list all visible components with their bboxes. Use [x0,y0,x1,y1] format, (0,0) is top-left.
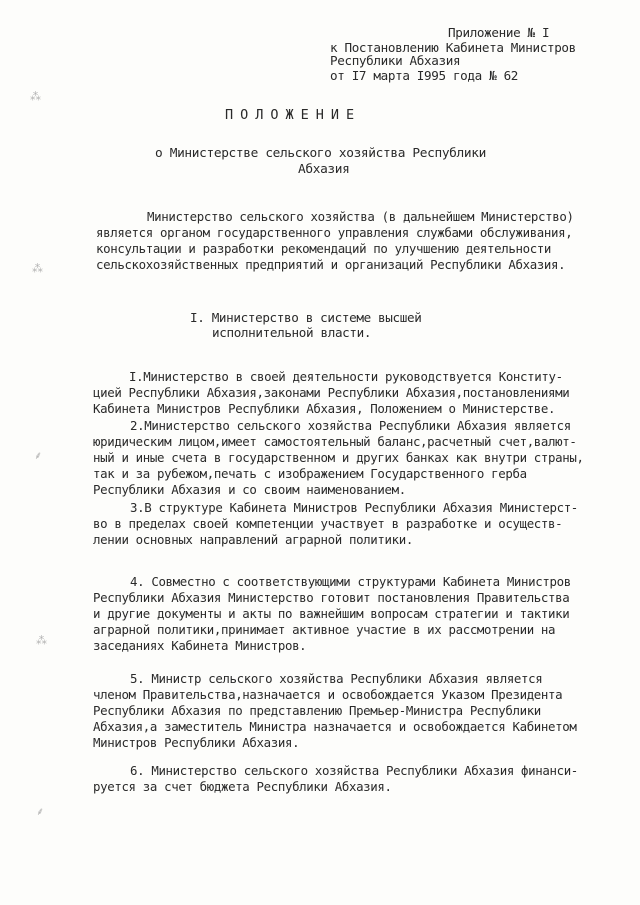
binder-mark: ⁂ [36,634,47,647]
binder-mark: ⁂ [30,90,41,103]
paragraph-line: I.Министерство в своей деятельности руководствуется Конститу- [129,369,563,384]
paragraph-line: членом Правительства,назначается и освобождается Указом Президента [93,687,563,702]
paragraph-line: аграрной политики,принимает активное участие в их рассмотрении на [93,622,556,637]
paragraph-line: Министров Республики Абхазия. [93,735,300,750]
appendix-line-1: Приложение № I [448,25,550,40]
binder-mark: ⁂ [32,262,43,275]
appendix-line-3: Республики Абхазия [330,53,461,68]
binder-mark: ⸙ [36,805,45,818]
intro-line: Министерство сельского хозяйства (в дальнейшем Министерство) [147,209,574,224]
section-heading-line-2: исполнительной власти. [212,325,372,340]
paragraph-line: во в пределах своей компетенции участвует в разработке и осуществ- [93,516,563,531]
paragraph-line: заседаниях Кабинета Министров. [93,638,307,653]
appendix-line-2: к Постановлению Кабинета Министров [330,40,576,55]
paragraph-line: и другие документы и акты по важнейшим вопросам стратегии и тактики [93,606,570,621]
paragraph-line: лении основных направлений аграрной политики. [93,532,413,547]
appendix-line-4: от I7 марта I995 года № 62 [330,68,519,83]
paragraph-line: Республики Абхазия Министерство готовит постановления Правительства [93,590,570,605]
paragraph-line: руется за счет бюджета Республики Абхазия. [93,779,392,794]
paragraph-line: Абхазия,а заместитель Министра назначается и освобождается Кабинетом [93,719,577,734]
paragraph-line: Кабинета Министров Республики Абхазия, Положением о Министерстве. [93,401,556,416]
paragraph-line: 4. Совместно с соответствующими структурами Кабинета Министров [130,574,571,589]
binder-mark: ⸙ [34,449,43,462]
intro-line: сельскохозяйственных предприятий и организаций Республики Абхазия. [96,257,566,272]
paragraph-line: юридическим лицом,имеет самостоятельный баланс,расчетный счет,валют- [93,434,577,449]
paragraph-line: цией Республики Абхазия,законами Республики Абхазия,постановлениями [93,385,570,400]
paragraph-line: Республики Абхазия и со своим наименованием. [93,482,406,497]
paragraph-line: 6. Министерство сельского хозяйства Республики Абхазия финанси- [130,763,578,778]
paragraph-line: 2.Министерство сельского хозяйства Республики Абхазия является [130,418,571,433]
subtitle-line-2: Абхазия [298,162,350,177]
paragraph-line: 3.В структуре Кабинета Министров Республики Абхазия Министерст- [130,500,578,515]
document-title: ПОЛОЖЕНИЕ [225,107,362,123]
paragraph-line: Республики Абхазия по представлению Премьер-Министра Республики [93,703,541,718]
section-heading-line-1: I. Министерство в системе высшей [190,310,422,325]
paragraph-line: так и за рубежом,печать с изображением Государственного герба [93,466,527,481]
intro-line: является органом государственного управления службами обслуживания, [96,225,573,240]
intro-line: консультации и разработки рекомендаций по улучшению деятельности [96,241,552,256]
paragraph-line: ный и иные счета в государственном и других банках как внутри страны, [93,450,584,465]
subtitle-line-1: о Министерстве сельского хозяйства Республики [155,146,486,161]
paragraph-line: 5. Министр сельского хозяйства Республики Абхазия является [130,671,543,686]
